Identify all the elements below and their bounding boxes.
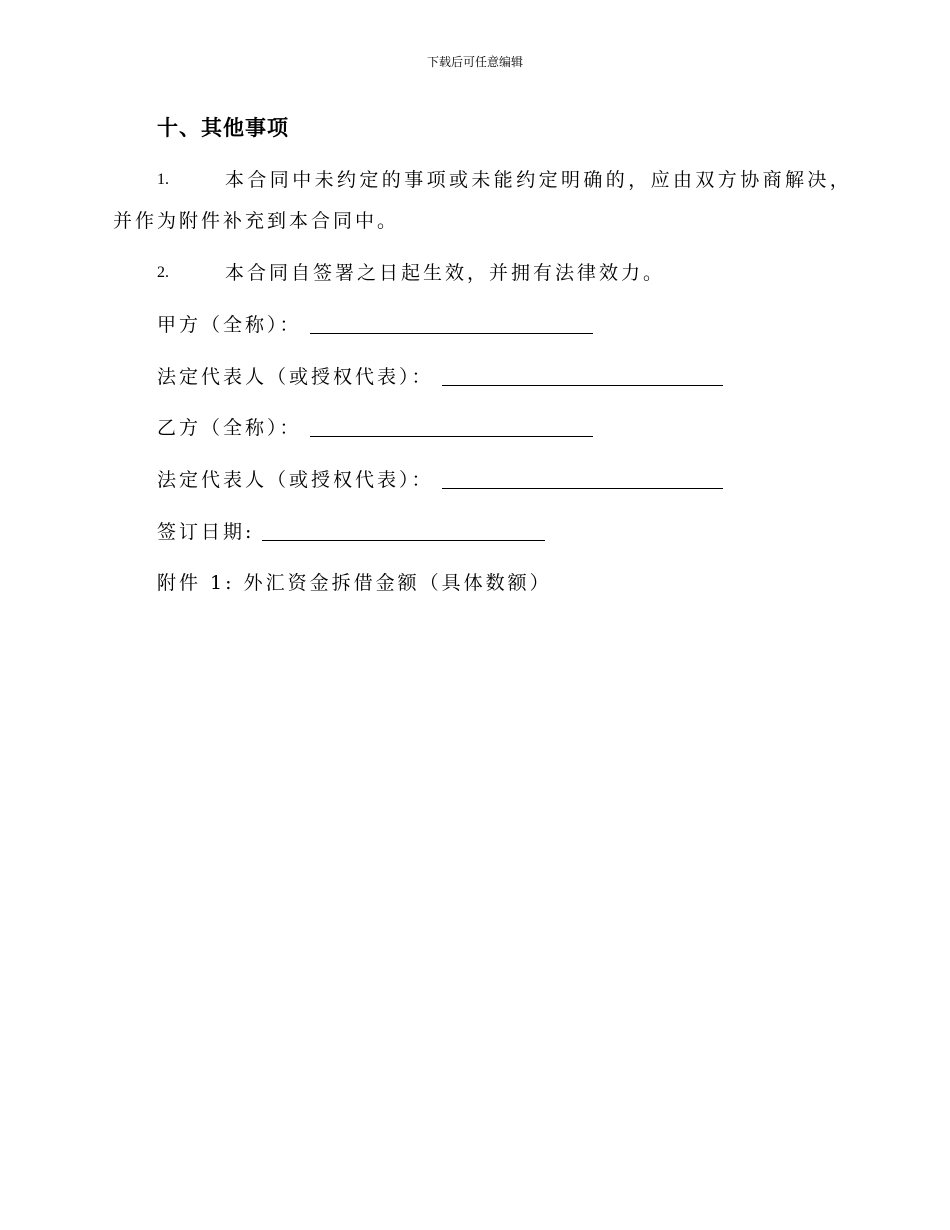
header-note: 下载后可任意编辑 [426, 55, 523, 69]
item-2-text: 本合同自签署之日起生效，并拥有法律效力。 [225, 262, 666, 284]
party-a-row [157, 312, 593, 338]
party-a-label: 甲方（全称）： [157, 314, 302, 336]
item-1-number: 1. [157, 171, 169, 188]
rep-b-blank[interactable] [442, 468, 723, 489]
party-b-row [157, 415, 593, 441]
section-title: 十、其他事项 [157, 116, 289, 140]
party-a-blank[interactable] [310, 313, 593, 334]
item-1-text-line1: 本合同中未约定的事项或未能约定明确的，应由双方协商解决， [225, 169, 853, 191]
rep-b-label: 法定代表人（或授权代表）： [157, 469, 434, 491]
party-b-label: 乙方（全称）： [157, 417, 302, 439]
rep-a-label: 法定代表人（或授权代表）： [157, 366, 434, 388]
sign-date-blank[interactable] [262, 520, 545, 541]
party-b-blank[interactable] [310, 416, 593, 437]
attachment-label: 附件 1: 外汇资金拆借金额（具体数额） [157, 572, 552, 594]
item-2-number: 2. [157, 264, 169, 281]
sign-date-row [157, 519, 545, 545]
rep-b-row [157, 467, 723, 493]
rep-a-row [157, 364, 723, 390]
rep-a-blank[interactable] [442, 365, 723, 386]
sign-date-label: 签订日期: [157, 521, 255, 543]
item-1-text-line2: 并作为附件补充到本合同中。 [113, 210, 400, 232]
